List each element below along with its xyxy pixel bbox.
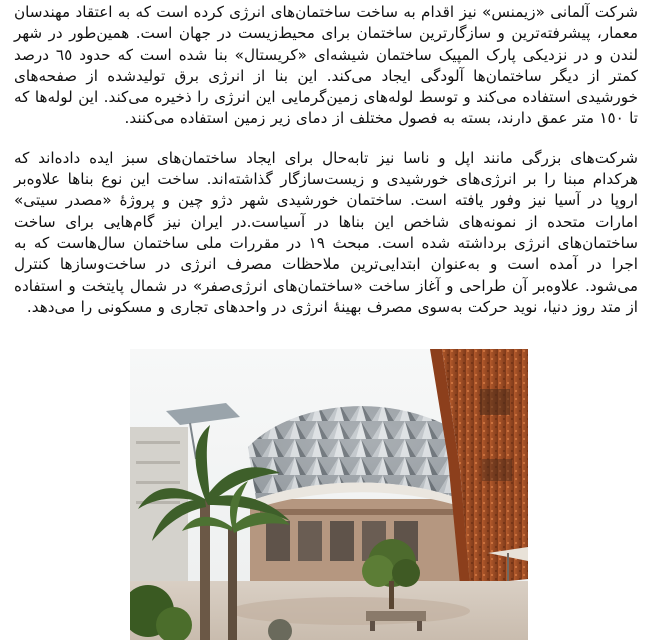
building-photo (130, 349, 528, 640)
paragraph-2: شرکت‌های بزرگی مانند اپل و ناسا نیز تابه‌حال برای ایجاد ساختمان‌های سبز ایده داده‌اند که هرکدام مبنا را بر انرژی‌های خورشیدی و زیست‌سازگار گذاشته‌اند. ساخت این نوع بناها علاوه‌بر اروپا در آسیا نیز وفور یافته است. ساختمان خورشیدی شهر دژو چین و پروژهٔ «مصدر سیتی» امارات متحده از نمونه‌های شاخص این بناها در آسیاست.در ایران نیز گام‌هایی برای ساخت ساختمان‌های انرژی برداشته شده است. مبحث ١٩ در مقررات ملی ساختمان سال‌هاست که به اجرا در آمده است و به‌عنوان ابتدایی‌ترین ملاحظات مصرف انرژی در ساخت‌وسازها کنترل می‌شود. علاوه‌بر آن طراحی و آغاز ساخت «ساختمان‌های انرژی‌صفر» در شمال پایتخت و استفاده از متد روز دنیا، نوید حرکت به‌سوی مصرف بهینهٔ انرژی در واحدهای تجاری و مسکونی را می‌دهد. (14, 148, 638, 316)
article-body (14, 2, 638, 318)
paragraph-1: شرکت آلمانی «زیمنس» نیز اقدام به ساخت ساختمان‌های انرژی کرده است که به اعتقاد مهندسان معمار، پیشرفته‌ترین و سازگارترین ساختمان برای محیط‌زیست در جهان است. همین‌طور در شهر لندن و در نزدیکی پارک المپیک ساختمان شیشه‌ای «کریستال» بنا شده است که حدود ٦٥ درصد کمتر از دیگر ساختمان‌ها آلودگی ایجاد می‌کند. این بنا از انرژی برق تولیدشده از صفحه‌های خورشیدی استفاده می‌کند و توسط لوله‌های زمین‌گرمایی این انرژی را ذخیره می‌کند. این لوله‌ها که تا ١٥٠ متر عمق دارند، بسته به فصول مختلف از دمای زیر زمین استفاده می‌کنند. (14, 3, 639, 128)
